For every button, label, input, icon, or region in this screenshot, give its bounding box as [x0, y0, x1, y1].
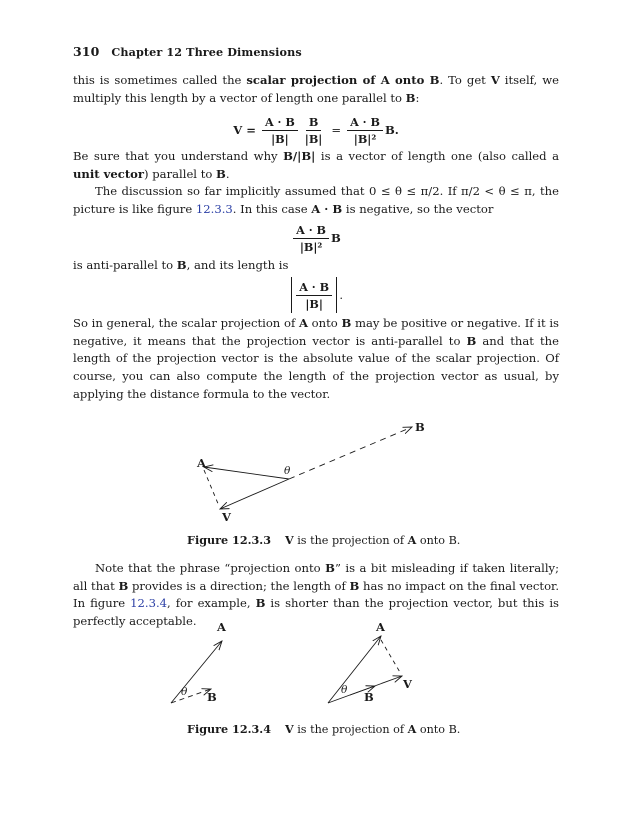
- symbol-B: B: [466, 333, 477, 348]
- perpendicular-dashed-right: [381, 640, 401, 674]
- symbol-V: V: [490, 73, 500, 87]
- text: onto B.: [416, 534, 461, 547]
- symbol-unit-vector: B/|B|: [283, 149, 316, 163]
- numerator: A · B: [293, 223, 329, 239]
- text: itself, we multiply this length by a vector of length one parallel to: [73, 73, 560, 105]
- text: Note that the phrase “projection onto: [95, 561, 326, 575]
- caption-number: Figure 12.3.4: [187, 722, 271, 736]
- eq-lhs: V =: [233, 123, 256, 137]
- chapter-title: Chapter 12 Three Dimensions: [111, 45, 302, 59]
- symbol-B: B: [176, 258, 187, 272]
- text: is shorter than the projection vector, but this is perfectly acceptable.: [73, 596, 559, 629]
- text: this is sometimes called the: [73, 73, 247, 87]
- label-A: A: [197, 456, 206, 470]
- eq-tail: .: [339, 288, 344, 302]
- symbol-B: B: [341, 316, 352, 330]
- denominator: |B|²: [353, 131, 377, 146]
- label-V-right: V: [403, 677, 412, 691]
- paragraph-6: [73, 560, 559, 631]
- perpendicular-dashed: [204, 470, 219, 506]
- symbol-B: B: [325, 561, 335, 575]
- text: , for example,: [167, 596, 256, 611]
- equals-sign: =: [331, 123, 342, 137]
- text: The discussion so far implicitly assumed that 0 ≤ θ ≤ π/2. If π/2 < θ ≤ π, the picture is like figure: [73, 184, 559, 217]
- symbol-B: B: [405, 90, 416, 105]
- symbol-A: A: [298, 316, 308, 330]
- text: . To get: [439, 73, 491, 87]
- eq-tail: B: [331, 231, 341, 245]
- denominator: |B|: [305, 296, 323, 311]
- numerator: A · B: [262, 115, 298, 131]
- symbol-dot-product: A · B: [311, 202, 343, 217]
- figure-12-3-4-caption: [187, 722, 460, 736]
- text: onto: [307, 316, 342, 330]
- caption-number: Figure 12.3.3: [187, 533, 271, 547]
- text: ” is a bit misleading if taken literally; all that: [73, 561, 559, 593]
- text: Be sure that you understand why: [73, 149, 284, 163]
- symbol-B: B: [349, 578, 360, 593]
- text: is a vector of length one (also called a: [315, 149, 559, 163]
- label-V: V: [222, 510, 231, 524]
- label-B-right: B: [364, 690, 374, 704]
- text: is negative, so the vector: [342, 202, 494, 217]
- text: :: [415, 90, 420, 105]
- label-theta-left: θ: [181, 686, 188, 698]
- text: provides is a direction; the length of: [128, 578, 350, 593]
- denominator: |B|: [304, 131, 323, 146]
- vector-A: [204, 467, 289, 479]
- text: , and its length is: [186, 258, 289, 272]
- text: is the projection of: [293, 534, 408, 547]
- symbol-B: B: [255, 596, 266, 611]
- text: has no impact on the final vector. In figure: [73, 578, 560, 611]
- text: ) parallel to: [144, 166, 217, 181]
- text: . In this case: [232, 202, 312, 217]
- symbol-B: B: [118, 578, 129, 593]
- text: is anti-parallel to: [73, 258, 177, 272]
- vector-B-dashed: [289, 427, 412, 479]
- figure-12-3-3-caption: [187, 533, 460, 547]
- term-scalar-projection: scalar projection of A onto B: [246, 73, 440, 87]
- label-theta-right: θ: [341, 684, 348, 696]
- vector-V: [220, 479, 289, 509]
- symbol-A: A: [407, 533, 417, 547]
- label-A-left: A: [217, 620, 226, 634]
- term-unit-vector: unit vector: [73, 166, 145, 181]
- eq-tail: B.: [384, 123, 399, 137]
- symbol-V: V: [284, 533, 294, 547]
- label-theta: θ: [284, 465, 291, 477]
- text: onto B.: [416, 723, 461, 736]
- label-B-left: B: [207, 690, 217, 704]
- label-B: B: [415, 420, 425, 434]
- text: So in general, the scalar projection of: [73, 316, 299, 330]
- symbol-V: V: [284, 722, 294, 736]
- figure-link-12-3-3[interactable]: 12.3.3: [195, 202, 233, 217]
- numerator: A · B: [296, 280, 332, 296]
- text: and that the length of the projection vector is the absolute value of the scalar projection. Of course, you can also compute the length of the projection vector as usual, by applying the distance formula to the vector.: [73, 333, 559, 401]
- text: may be positive or negative. If it is negative, it means that the projection vector is anti-parallel to: [73, 316, 559, 348]
- text: is the projection of: [293, 723, 408, 736]
- numerator: A · B: [347, 115, 383, 131]
- denominator: |B|: [271, 131, 289, 146]
- symbol-B: B: [216, 166, 226, 181]
- page-number: 310: [73, 44, 100, 59]
- numerator: B: [306, 115, 321, 131]
- denominator: |B|²: [299, 239, 323, 254]
- symbol-A: A: [407, 722, 417, 736]
- label-A-right: A: [376, 620, 385, 634]
- text: .: [225, 166, 230, 181]
- figure-link-12-3-4[interactable]: 12.3.4: [130, 596, 168, 611]
